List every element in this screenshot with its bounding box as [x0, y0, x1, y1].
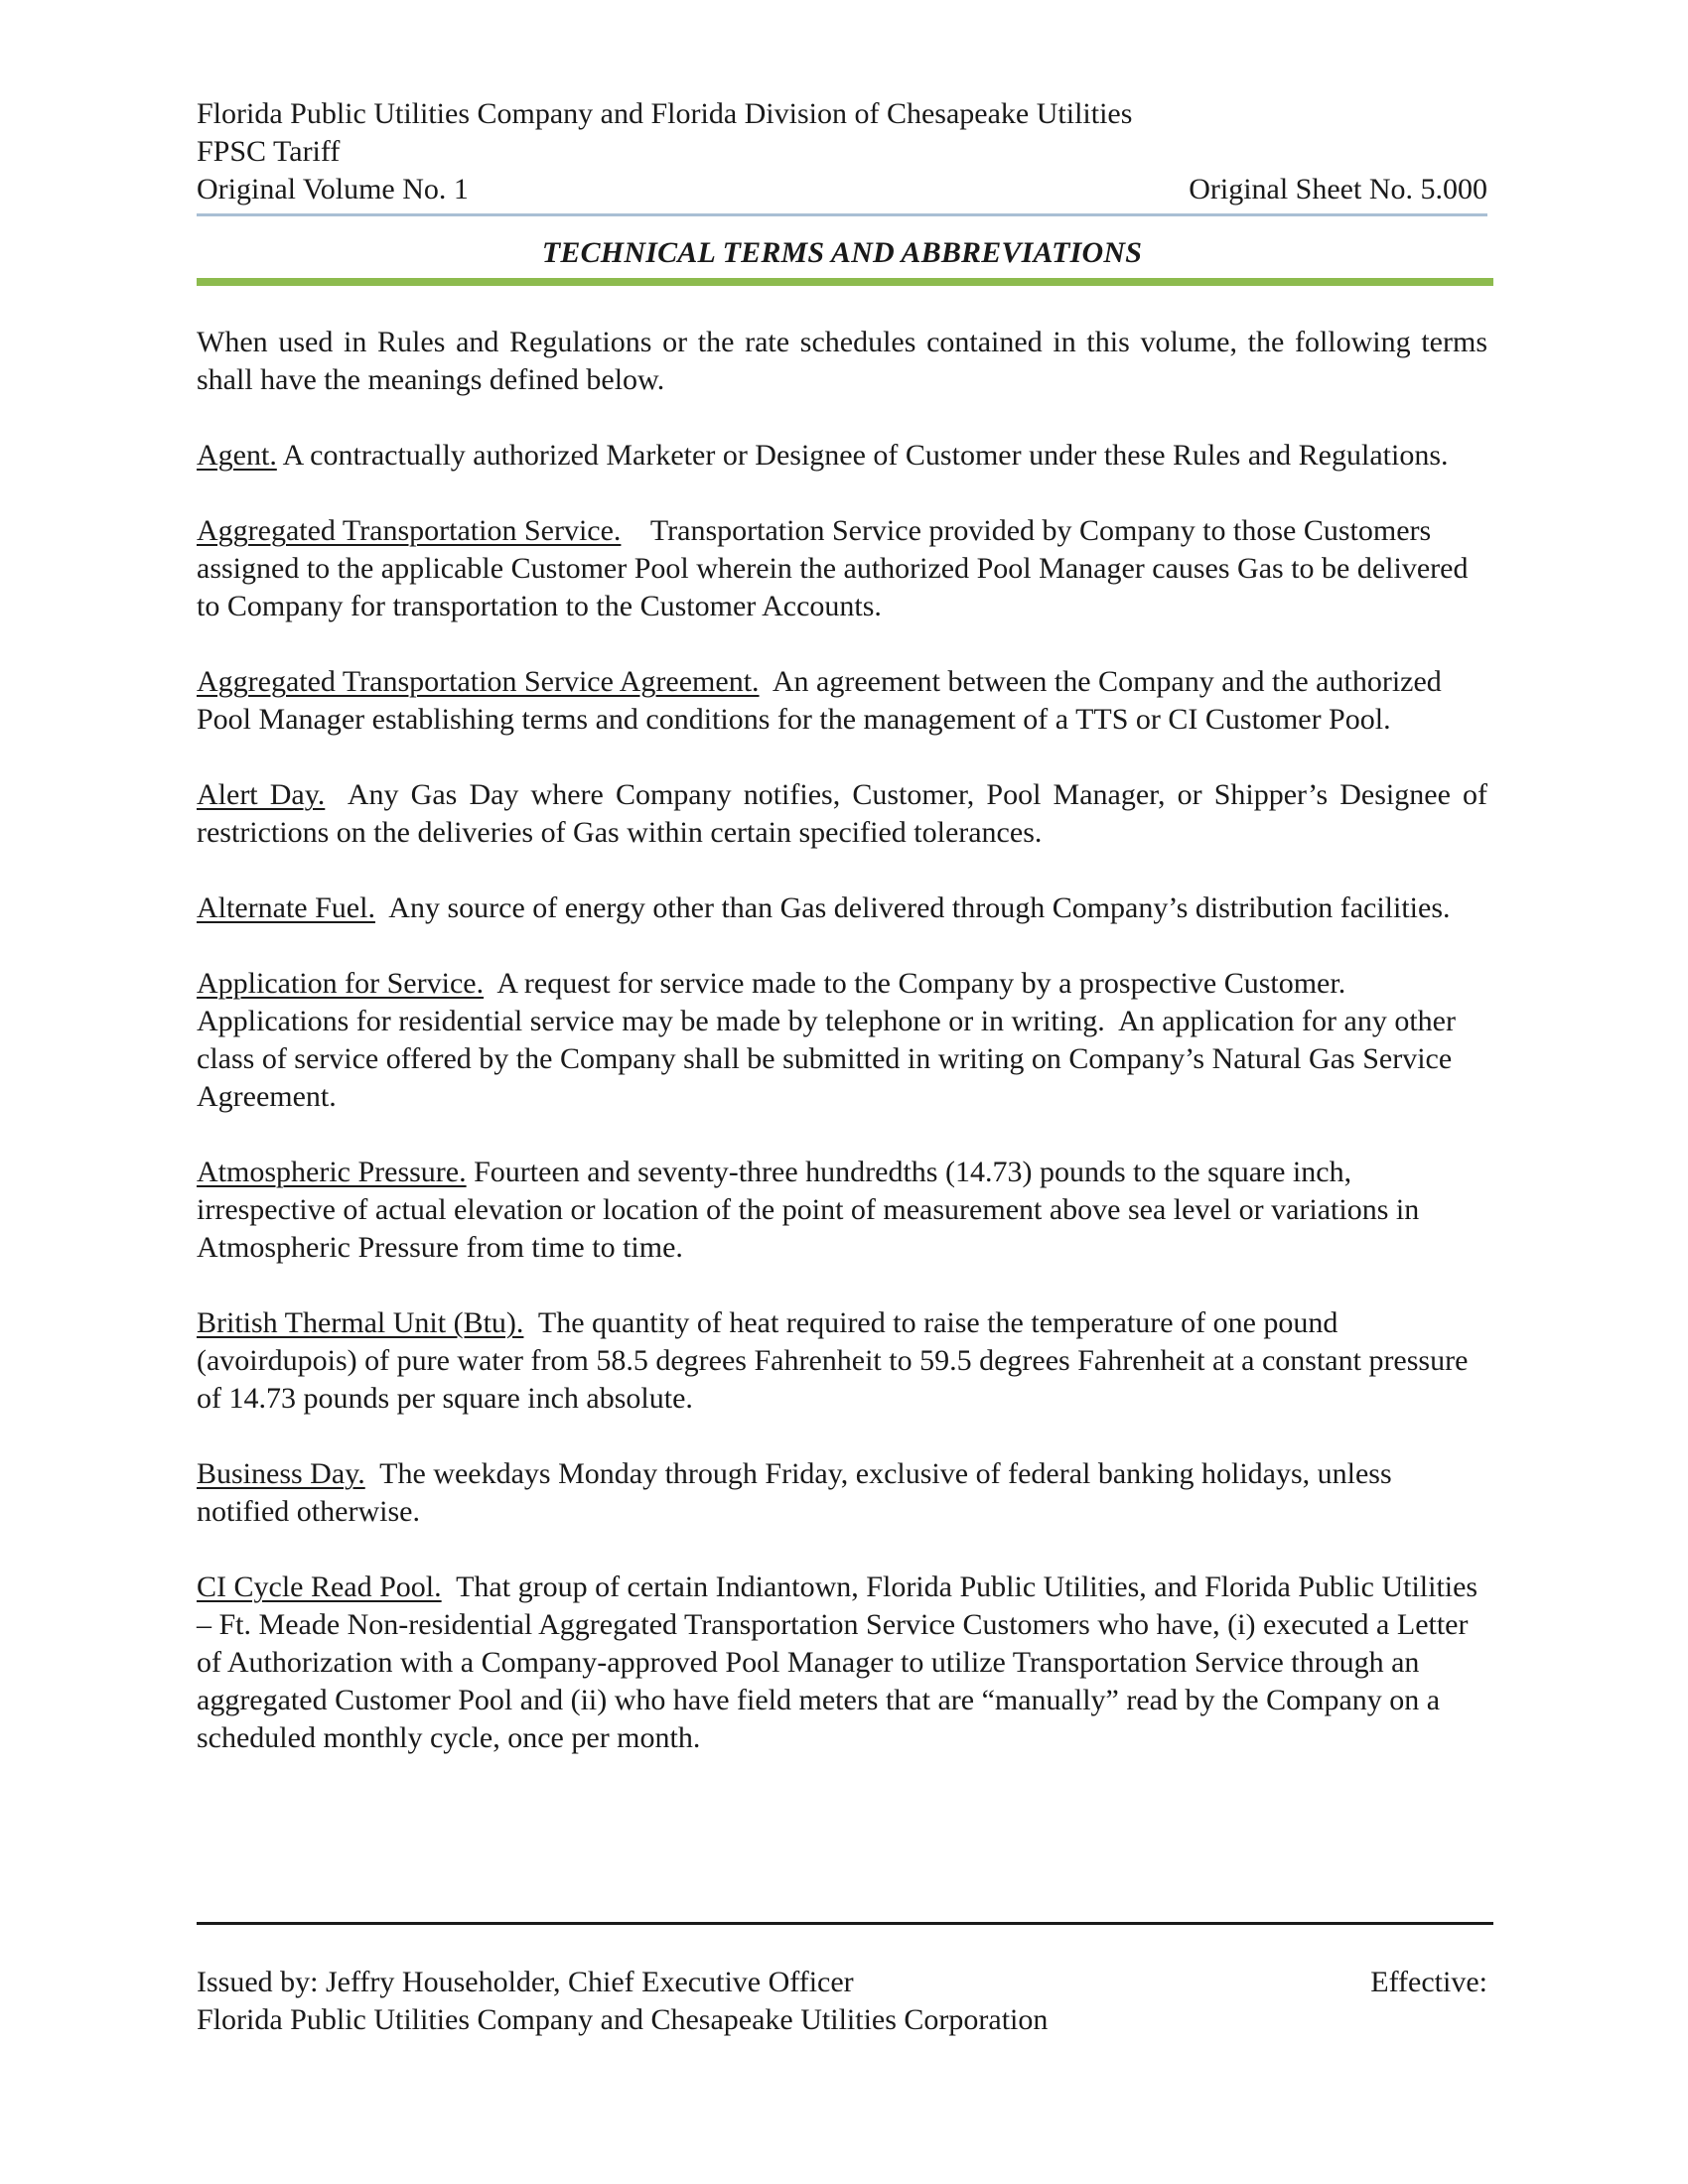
- intro-paragraph: When used in Rules and Regulations or the rate schedules contained in this volume, the following terms shall have the meanings defined below.: [197, 326, 1487, 396]
- term-name: Business Day.: [197, 1457, 365, 1490]
- header-company-line: Florida Public Utilities Company and Florida Division of Chesapeake Utilities: [197, 97, 1133, 130]
- footer: [197, 1964, 1487, 2039]
- term-british-thermal-unit: [197, 1304, 1487, 1418]
- term-name: Aggregated Transportation Service.: [197, 514, 622, 547]
- term-definition: That group of certain Indiantown, Florida Public Utilities, and Florida Public Utilities – Ft. Meade Non-residential Aggregated Transportation Service Customers who have, (i) executed a Letter of Authorization with a Company-approved Pool Manager to utilize Transportation Service through an aggregated Customer Pool and (ii) who have field meters that are “manually” read by the Company on a scheduled monthly cycle, once per month.: [197, 1570, 1485, 1754]
- term-definition: A contractually authorized Marketer or Designee of Customer under these Rules and Regulations.: [276, 439, 1449, 472]
- section-title-divider: [197, 278, 1493, 286]
- footer-effective: Effective:: [1370, 1966, 1487, 1998]
- term-ci-cycle-read-pool: [197, 1569, 1487, 1757]
- term-definition: Any Gas Day where Company notifies, Customer, Pool Manager, or Shipper’s Designee of restrictions on the deliveries of Gas within certain specified tolerances.: [197, 778, 1495, 849]
- term-name: Alternate Fuel.: [197, 891, 375, 924]
- tariff-page: [197, 95, 1495, 1757]
- footer-companies: Florida Public Utilities Company and Chesapeake Utilities Corporation: [197, 2003, 1049, 2036]
- term-definition: A request for service made to the Company by a prospective Customer. Applications for residential service may be made by telephone or in writing. An application for any other class of service offered by the Company shall be submitted in writing on Company’s Natural Gas Service Agreement.: [197, 967, 1464, 1113]
- term-alert-day: [197, 776, 1495, 852]
- term-application-for-service: [197, 965, 1487, 1116]
- term-aggregated-transportation-service: [197, 512, 1487, 625]
- term-definition: An agreement between the Company and the authorized Pool Manager establishing terms and conditions for the management of a TTS or CI Customer Pool.: [197, 665, 1450, 736]
- footer-divider: [197, 1922, 1493, 1925]
- term-atmospheric-pressure: [197, 1154, 1487, 1267]
- header-divider: [197, 213, 1487, 216]
- term-name: CI Cycle Read Pool.: [197, 1570, 442, 1603]
- term-name: Alert Day.: [197, 778, 326, 811]
- term-name: Application for Service.: [197, 967, 485, 1000]
- section-title: TECHNICAL TERMS AND ABBREVIATIONS: [541, 236, 1143, 269]
- term-name: British Thermal Unit (Btu).: [197, 1306, 524, 1339]
- term-definition: Any source of energy other than Gas delivered through Company’s distribution facilities.: [374, 891, 1451, 924]
- term-alternate-fuel: [197, 889, 1487, 927]
- term-definition: The quantity of heat required to raise the temperature of one pound (avoirdupois) of pure water from 58.5 degrees Fahrenheit to 59.5 degrees Fahrenheit at a constant pressure of 14.73 pounds per square inch absolute.: [197, 1306, 1476, 1415]
- footer-issued-row: [197, 1964, 1487, 2001]
- term-business-day: [197, 1455, 1487, 1531]
- term-name: Agent.: [197, 439, 277, 472]
- term-name: Aggregated Transportation Service Agreement.: [197, 665, 760, 698]
- term-aggregated-transportation-service-agreement: [197, 663, 1487, 739]
- header-volume-row: [197, 171, 1487, 208]
- footer-issued-by: Issued by: Jeffry Householder, Chief Executive Officer: [197, 1966, 854, 1998]
- term-definition: Transportation Service provided by Company to those Customers assigned to the applicable Customer Pool wherein the authorized Pool Manager causes Gas to be delivered to Company for transportation to the Customer Accounts.: [197, 514, 1476, 622]
- header-volume: Original Volume No. 1: [197, 173, 469, 205]
- term-agent: [197, 437, 1487, 475]
- term-definition: The weekdays Monday through Friday, exclusive of federal banking holidays, unless notified otherwise.: [197, 1457, 1400, 1528]
- header-tariff-line: FPSC Tariff: [197, 135, 341, 168]
- term-definition: Fourteen and seventy-three hundredths (14.73) pounds to the square inch, irrespective of actual elevation or location of the point of measurement above sea level or variations in Atmospheric Pressure from time to time.: [197, 1156, 1426, 1264]
- header-sheet-number: Original Sheet No. 5.000: [1189, 173, 1487, 205]
- term-name: Atmospheric Pressure.: [197, 1156, 467, 1188]
